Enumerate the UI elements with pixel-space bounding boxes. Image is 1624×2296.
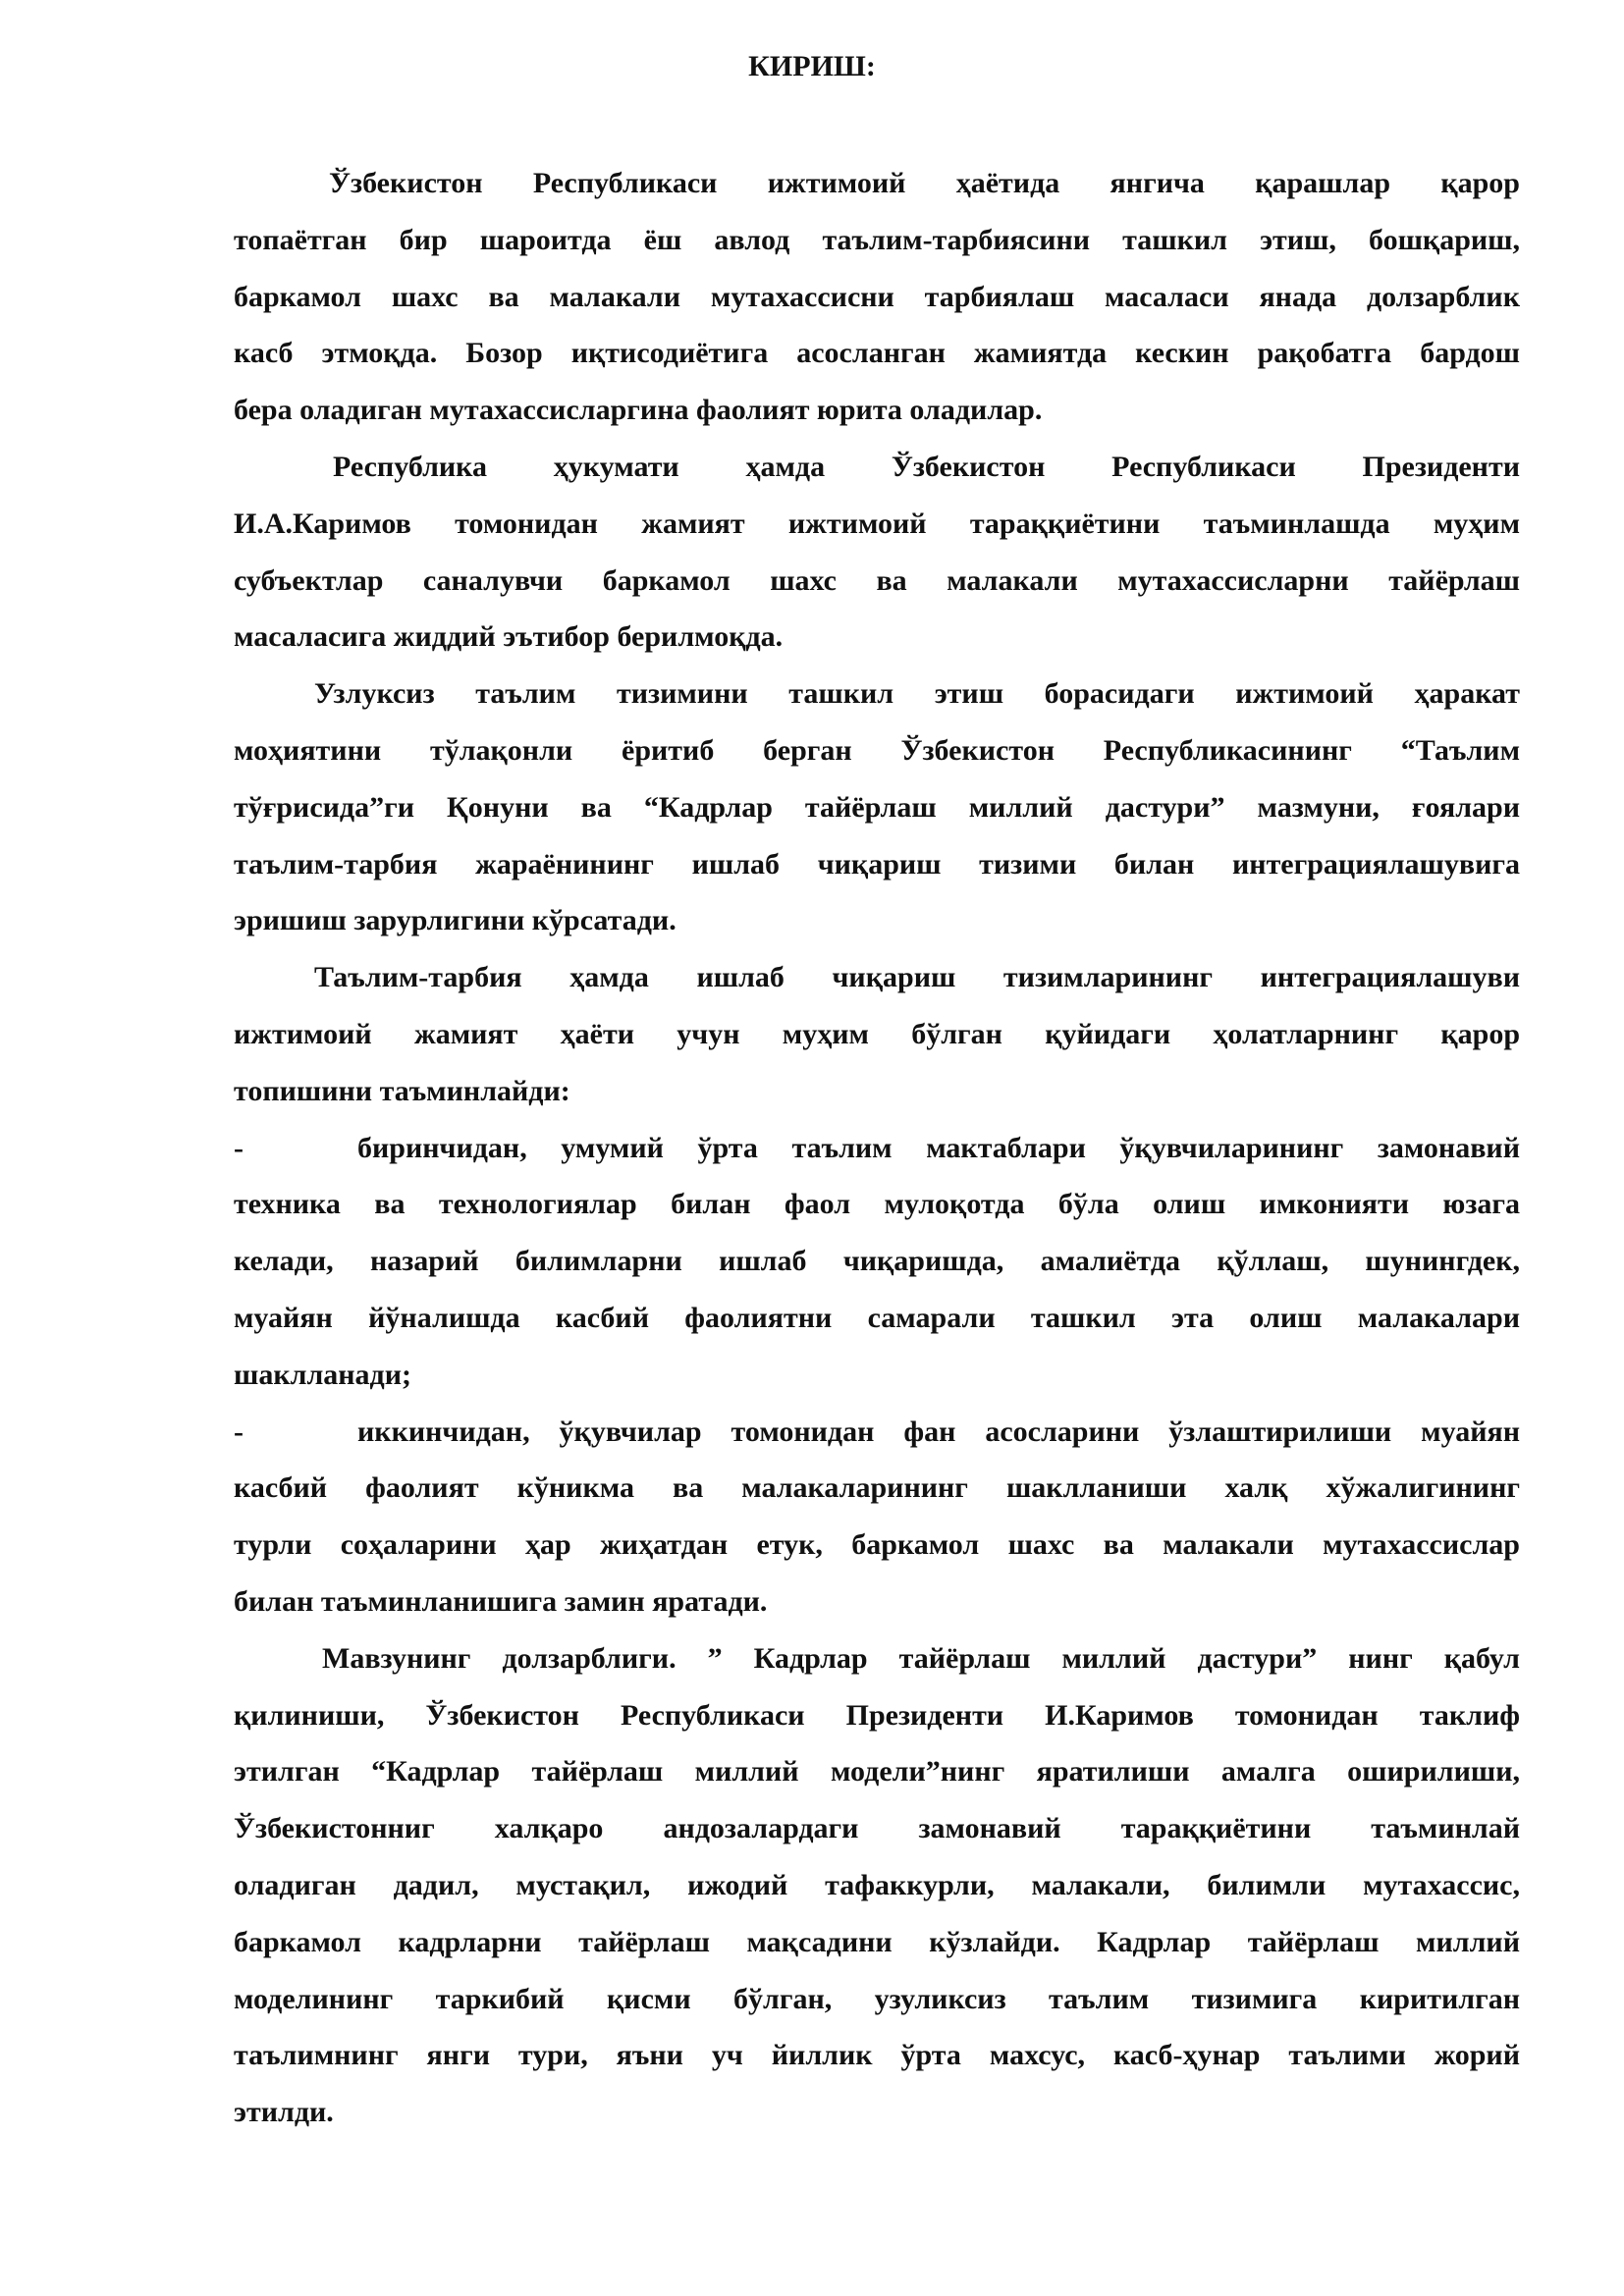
text-line: баркамол шахс ва малакали мутахассисни тарбиялаш масаласи янада долзарблик bbox=[234, 280, 1520, 313]
bullet-dash: - bbox=[234, 1131, 244, 1164]
paragraph-1 bbox=[234, 155, 1520, 439]
paragraph-relevance bbox=[234, 1630, 1520, 2141]
text-line: моҳиятини тўлақонли ёритиб берган Ўзбекистон Республикасининг “Таълим bbox=[234, 733, 1520, 767]
bullet-item-1 bbox=[234, 1120, 1520, 1404]
text-line: турли соҳаларини ҳар жиҳатдан етук, баркамол шахс ва малакали мутахассислар bbox=[234, 1528, 1520, 1562]
bullet-item-2 bbox=[234, 1404, 1520, 1630]
text-line: муайян йўналишда касбий фаолиятни самарали ташкил эта олиш малакалари bbox=[234, 1301, 1520, 1334]
bullet-dash: - bbox=[234, 1415, 244, 1448]
text-line: моделининг таркибий қисми бўлган, узуликсиз таълим тизимига киритилган bbox=[234, 1982, 1520, 2015]
text-line: топишини таъминлайди: bbox=[234, 1074, 570, 1107]
text-line: топаётган бир шароитда ёш авлод таълим-тарбиясини ташкил этиш, бошқариш, bbox=[234, 223, 1520, 256]
document-body bbox=[234, 155, 1520, 2141]
text-line: келади, назарий билимларни ишлаб чиқаришда, амалиётда қўллаш, шунингдек, bbox=[234, 1245, 1520, 1278]
text-line: баркамол кадрларни тайёрлаш мақсадини кўзлайди. Кадрлар тайёрлаш миллий bbox=[234, 1925, 1520, 1958]
text-line: Республика ҳукумати ҳамда Ўзбекистон Республикаси Президенти bbox=[333, 450, 1520, 483]
text-line: ижтимоий жамият ҳаёти учун муҳим бўлган қуйидаги ҳолатларнинг қарор bbox=[234, 1017, 1520, 1050]
text-line: Ўзбекистонниг халқаро андозалардаги замонавий тараққиётини таъминлай bbox=[234, 1812, 1520, 1845]
text-line: оладиган дадил, мустақил, ижодий тафаккурли, малакали, билимли мутахассис, bbox=[234, 1868, 1520, 1901]
paragraph-4 bbox=[234, 949, 1520, 1119]
text-line: Ўзбекистон Республикаси ижтимоий ҳаётида янгича қарашлар қарор bbox=[329, 167, 1520, 199]
text-line: касбий фаолият кўникма ва малакаларининг шаклланиши халқ хўжалигининг bbox=[234, 1471, 1520, 1505]
page-title: КИРИШ: bbox=[748, 50, 876, 82]
text-line: Мавзунинг долзарблиги. ” Кадрлар тайёрлаш миллий дастури” нинг қабул bbox=[322, 1641, 1520, 1675]
text-line: билан таъминланишига замин яратади. bbox=[234, 1584, 768, 1618]
paragraph-3 bbox=[234, 666, 1520, 949]
text-line: касб этмоқда. Бозор иқтисодиётига асосланган жамиятда кескин рақобатга бардош bbox=[234, 337, 1520, 370]
text-line: этилди. bbox=[234, 2096, 334, 2129]
text-line: И.А.Каримов томонидан жамият ижтимоий тараққиётини таъминлашда муҳим bbox=[234, 507, 1520, 540]
text-line: қилиниши, Ўзбекистон Республикаси Президенти И.Каримов томонидан таклиф bbox=[234, 1698, 1520, 1732]
text-line: тўғрисида”ги Қонуни ва “Кадрлар тайёрлаш миллий дастури” мазмуни, ғоялари bbox=[234, 790, 1520, 824]
text-line: Таълим-тарбия ҳамда ишлаб чиқариш тизимларининг интеграциялашуви bbox=[314, 961, 1520, 994]
text-line: техника ва технологиялар билан фаол мулоқотда бўла олиш имконияти юзага bbox=[234, 1188, 1520, 1221]
text-line: эришиш зарурлигини кўрсатади. bbox=[234, 904, 677, 937]
text-line: масаласига жиддий эътибор берилмоқда. bbox=[234, 620, 784, 654]
text-line: Узлуксиз таълим тизимини ташкил этиш борасидаги ижтимоий ҳаракат bbox=[314, 677, 1520, 711]
text-line: таълим-тарбия жараёнининг ишлаб чиқариш тизими билан интеграциялашувига bbox=[234, 847, 1520, 881]
text-line: субъектлар саналувчи баркамол шахс ва малакали мутахассисларни тайёрлаш bbox=[234, 563, 1520, 597]
text-line: этилган “Кадрлар тайёрлаш миллий модели”нинг яратилиши амалга оширилиши, bbox=[234, 1755, 1520, 1789]
paragraph-2 bbox=[234, 439, 1520, 666]
text-line: таълимнинг янги тури, яъни уч йиллик ўрта махсус, касб-ҳунар таълими жорий bbox=[234, 2039, 1520, 2072]
text-line: шаклланади; bbox=[234, 1358, 412, 1391]
text-line: бера оладиган мутахассисларгина фаолият юрита оладилар. bbox=[234, 394, 1043, 427]
text-line: иккинчидан, ўқувчилар томонидан фан асосларини ўзлаштирилиши муайян bbox=[357, 1415, 1520, 1448]
text-line: биринчидан, умумий ўрта таълим мактаблари ўқувчиларининг замонавий bbox=[357, 1131, 1520, 1164]
